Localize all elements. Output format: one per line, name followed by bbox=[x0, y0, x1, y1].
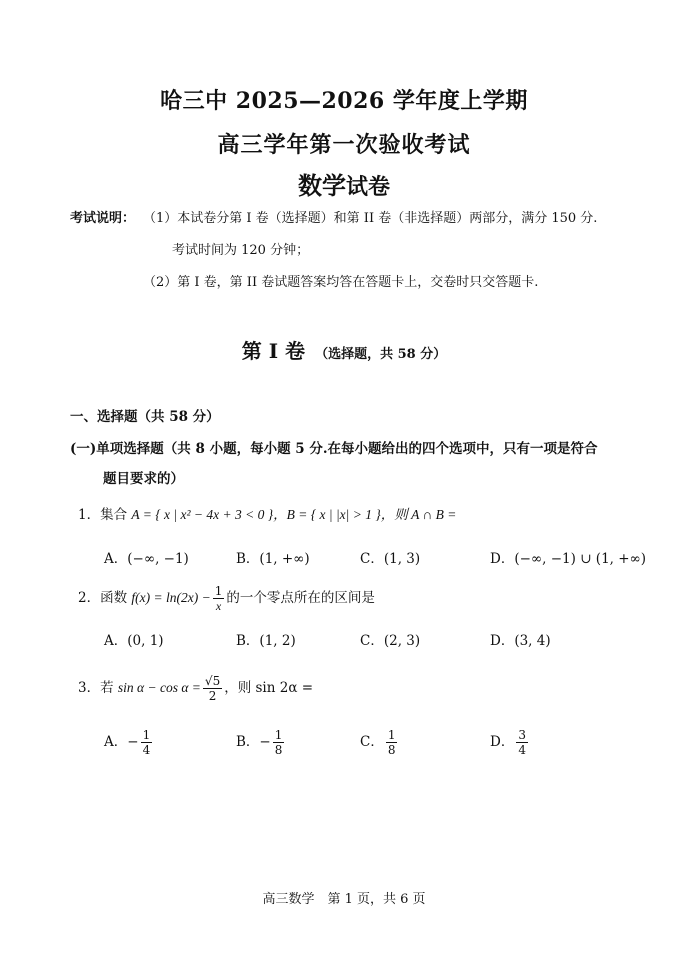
question-stem-prefix: 函数 bbox=[100, 590, 128, 606]
q2-option-c: C．(2, 3) bbox=[360, 633, 421, 649]
section-subtitle: (一)单项选择题（共 8 小题，每小题 5 分.在每小题给出的四个选项中，只有一项是符合 bbox=[70, 441, 598, 457]
q1-option-b: B．(1, +∞) bbox=[236, 551, 310, 567]
volume-note: （选择题，共 58 分） bbox=[315, 347, 447, 362]
instruction-item-1-cont: 考试时间为 120 分钟； bbox=[172, 243, 310, 258]
q1-option-d: D．(−∞, −1) ∪ (1, +∞) bbox=[490, 551, 647, 567]
volume-title: 第 I 卷 bbox=[241, 339, 306, 363]
fraction: $\frac{1}{x}$ bbox=[214, 584, 223, 613]
question-2 bbox=[78, 584, 375, 613]
fraction: $\frac{√5}{2}$ bbox=[204, 674, 221, 703]
q2-option-a: A．(0, 1) bbox=[104, 633, 164, 649]
exam-subject-title bbox=[0, 166, 688, 201]
question-1 bbox=[78, 503, 456, 523]
question-number: 2． bbox=[78, 590, 101, 606]
q3-option-c: C． $\frac{1}{8}$ bbox=[360, 728, 396, 757]
question-number: 1． bbox=[78, 507, 101, 523]
page-footer: 高三数学 第 1 页，共 6 页 bbox=[262, 892, 426, 907]
exam-header-line1: 哈三中 2025—2026 学年度上学期 bbox=[160, 88, 528, 114]
question-3 bbox=[78, 674, 313, 703]
volume-heading bbox=[0, 335, 688, 364]
q3-option-d: D． $\frac{3}{4}$ bbox=[490, 728, 526, 757]
q2-option-d: D．(3, 4) bbox=[490, 633, 551, 649]
question-number: 3． bbox=[78, 680, 101, 696]
paper-label: 试卷 bbox=[345, 174, 390, 200]
question-stem-math: sin α − cos α = bbox=[117, 680, 201, 695]
question-stem-suffix: 的一个零点所在的区间是 bbox=[226, 590, 375, 606]
q3-option-b: B．− $\frac{1}{8}$ bbox=[236, 728, 283, 757]
q2-option-b: B．(1, 2) bbox=[236, 633, 296, 649]
subject-name: 数学 bbox=[297, 171, 346, 200]
exam-header-line2: 高三学年第一次验收考试 bbox=[217, 132, 471, 158]
instructions-label: 考试说明： bbox=[70, 211, 136, 226]
question-stem-prefix: 若 bbox=[100, 680, 114, 696]
question-stem-math: A = { x | x² − 4x + 3 < 0 }，B = { x | |x| > 1 }，则 A ∩ B = bbox=[131, 507, 457, 522]
section-subtitle-cont: 题目要求的） bbox=[103, 471, 184, 487]
question-stem-prefix: 集合 bbox=[100, 507, 128, 523]
section-title: 一、选择题（共 58 分） bbox=[70, 409, 220, 425]
q1-option-c: C．(1, 3) bbox=[360, 551, 421, 567]
instruction-item-1: （1）本试卷分第 I 卷（选择题）和第 II 卷（非选择题）两部分，满分 150 分. bbox=[143, 211, 598, 226]
q1-option-a: A．(−∞, −1) bbox=[104, 551, 189, 567]
instruction-item-2: （2）第 I 卷，第 II 卷试题答案均答在答题卡上，交卷时只交答题卡. bbox=[143, 275, 539, 290]
question-stem-math: f(x) = ln(2x) − bbox=[131, 590, 211, 605]
question-stem-suffix: ，则 sin 2α = bbox=[224, 680, 314, 696]
q3-option-a: A．− $\frac{1}{4}$ bbox=[104, 728, 151, 757]
